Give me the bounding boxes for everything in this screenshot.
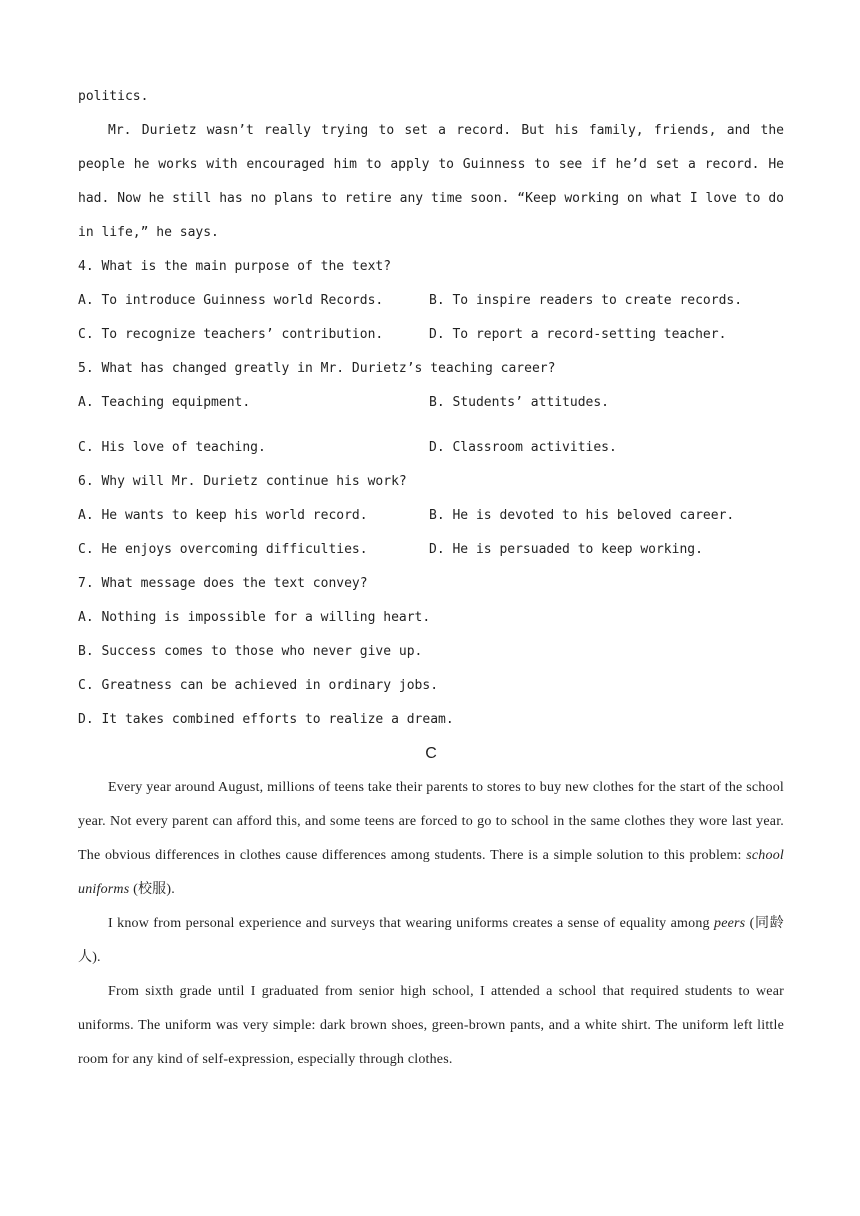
question-5-options-row-1 xyxy=(78,386,784,431)
question-6-options-row-2 xyxy=(78,533,784,567)
question-5-stem: 5. What has changed greatly in Mr. Durietz’s teaching career? xyxy=(78,361,556,376)
question-7-option-d: D. It takes combined efforts to realize a dream. xyxy=(78,712,454,727)
question-5-option-c: C. His love of teaching. xyxy=(78,440,266,455)
question-7-option-c: C. Greatness can be achieved in ordinary jobs. xyxy=(78,678,439,693)
question-4-option-a: A. To introduce Guinness world Records. xyxy=(78,293,384,308)
question-6-stem: 6. Why will Mr. Durietz continue his work? xyxy=(78,474,407,489)
paragraph-uniform-intro xyxy=(78,771,784,907)
question-5-option-d: D. Classroom activities. xyxy=(429,440,617,455)
question-7-option-b: B. Success comes to those who never give up. xyxy=(78,644,423,659)
question-7-option-a: A. Nothing is impossible for a willing heart. xyxy=(78,610,431,625)
section-title-c: C xyxy=(425,745,437,762)
question-6-option-c: C. He enjoys overcoming difficulties. xyxy=(78,542,368,557)
gloss-peers: (同龄人). xyxy=(78,916,784,965)
term-school-uniforms: school uniforms xyxy=(78,848,784,897)
paragraph-uniform-intro-text: Every year around August, millions of teens take their parents to stores to buy new clothes for the start of the school year. Not every parent can afford this, and some teens are forced to go to school in the same clothes they wore last year. The obvious differences in clothes cause differences among students. There is a simple solution to this problem: xyxy=(78,780,784,863)
question-4-option-d: D. To report a record-setting teacher. xyxy=(429,327,727,342)
document-page xyxy=(78,80,784,1077)
term-peers: peers xyxy=(714,916,746,931)
question-6-option-b: B. He is devoted to his beloved career. xyxy=(429,508,735,523)
question-5-option-b: B. Students’ attitudes. xyxy=(429,395,610,410)
question-4-stem: 4. What is the main purpose of the text? xyxy=(78,259,392,274)
question-6-option-a: A. He wants to keep his world record. xyxy=(78,508,368,523)
question-6-option-d: D. He is persuaded to keep working. xyxy=(429,542,703,557)
question-5-options-row-2 xyxy=(78,431,784,465)
question-4-options-row-1 xyxy=(78,284,784,318)
question-4-options-row-2 xyxy=(78,318,784,352)
question-6-options-row-1 xyxy=(78,499,784,533)
gloss-school-uniforms: (校服). xyxy=(129,882,175,897)
question-7-stem: 7. What message does the text convey? xyxy=(78,576,368,591)
paragraph-continuation: politics. xyxy=(78,89,149,104)
paragraph-durietz-record: Mr. Durietz wasn’t really trying to set a record. But his family, friends, and the people he works with encouraged him to apply to Guinness to see if he’d set a record. He had. Now he still has no plans to retire any time soon. “Keep working on what I love to do in life,” he says. xyxy=(78,123,784,240)
question-4-option-c: C. To recognize teachers’ contribution. xyxy=(78,327,384,342)
paragraph-equality xyxy=(78,907,784,975)
paragraph-personal-experience: From sixth grade until I graduated from senior high school, I attended a school that required students to wear uniforms. The uniform was very simple: dark brown shoes, green-brown pants, and a white shirt. The uniform left little room for any kind of self-expression, especially through clothes. xyxy=(78,984,784,1067)
paragraph-equality-text: I know from personal experience and surveys that wearing uniforms creates a sense of equality among xyxy=(108,916,714,931)
question-5-option-a: A. Teaching equipment. xyxy=(78,395,251,410)
question-4-option-b: B. To inspire readers to create records. xyxy=(429,293,743,308)
